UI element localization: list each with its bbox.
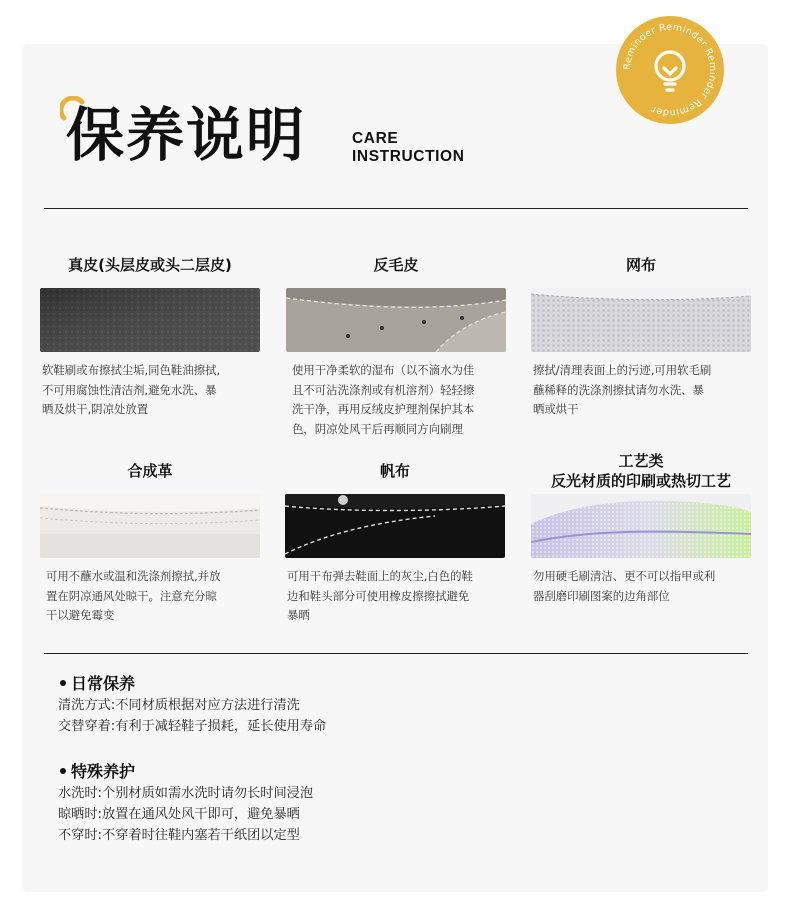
lightbulb-icon — [656, 52, 684, 90]
bullet-icon — [60, 680, 66, 686]
material-title-mesh: 网布 — [625, 256, 656, 274]
bullet-icon — [60, 768, 66, 774]
canvas-swatch-image — [285, 494, 505, 558]
material-desc-craft: 勿用硬毛刷清洁、更不可以指甲或利 器刮磨印刷图案的边角部位 — [533, 569, 716, 603]
special-care-heading: 特殊养护 — [60, 759, 135, 782]
material-desc-mesh: 擦拭/清理表面上的污迹,可用软毛刷 蘸稀释的洗涤剂擦拭请勿水洗、暴 晒或烘干 — [533, 363, 712, 416]
synthetic-swatch-image — [40, 494, 260, 558]
material-desc-canvas: 可用干布弹去鞋面上的灰尘,白色的鞋 边和鞋头部分可使用橡皮擦擦拭避免 暴晒 — [287, 569, 473, 622]
material-desc-suede: 使用干净柔软的湿布（以不滴水为佳 且不可沾洗涤剂或有机溶剂）轻轻擦 洗干净，再用反绒皮护理剂保护其本 色，阴凉处风干后再顺同方向刷理 — [292, 363, 475, 436]
material-desc-synthetic: 可用不蘸水或温和洗涤剂擦拭,并放 置在阴凉通风处晾干。注意充分晾 干以避免霉变 — [46, 569, 221, 622]
daily-care-heading: 日常保养 — [60, 671, 135, 694]
material-title-synthetic: 合成革 — [127, 462, 173, 480]
divider-bottom — [44, 653, 748, 654]
material-desc-leather: 软鞋刷或布擦拭尘垢,同色鞋油擦拭, 不可用腐蚀性清洁剂,避免水洗、暴 晒及烘干,阴凉处放置 — [42, 363, 221, 416]
material-title-leather: 真皮(头层皮或头二层皮) — [68, 256, 232, 274]
material-title-suede: 反毛皮 — [373, 256, 419, 274]
divider-top — [44, 208, 748, 209]
reminder-badge — [616, 16, 724, 124]
special-care-item: 不穿时:不穿着时往鞋内塞若干纸团以定型 — [58, 828, 300, 843]
special-care-item: 晾晒时:放置在通风处风干即可，避免暴晒 — [58, 807, 300, 822]
daily-care-item: 清洗方式:不同材质根据对应方法进行清洗 — [58, 698, 300, 713]
suede-swatch-image — [286, 288, 506, 352]
badge-text: Reminder Reminder Reminder Reminder — [621, 21, 719, 119]
material-title-craft: 工艺类 反光材质的印刷或热切工艺 — [550, 452, 731, 490]
daily-care-item: 交替穿着:有利于减轻鞋子损耗，延长使用寿命 — [58, 719, 327, 734]
special-care-item: 水洗时:个别材质如需水洗时请勿长时间浸泡 — [58, 786, 314, 801]
mesh-swatch-image — [531, 288, 751, 352]
page-subtitle: CARE INSTRUCTION — [352, 130, 465, 165]
leather-swatch-image — [40, 288, 260, 352]
svg-text:Reminder Reminder Reminder Rem — [622, 22, 718, 118]
material-title-canvas: 帆布 — [379, 462, 410, 480]
page-title: 保养说明 — [66, 101, 307, 169]
reflective-print-swatch-image — [531, 494, 751, 558]
